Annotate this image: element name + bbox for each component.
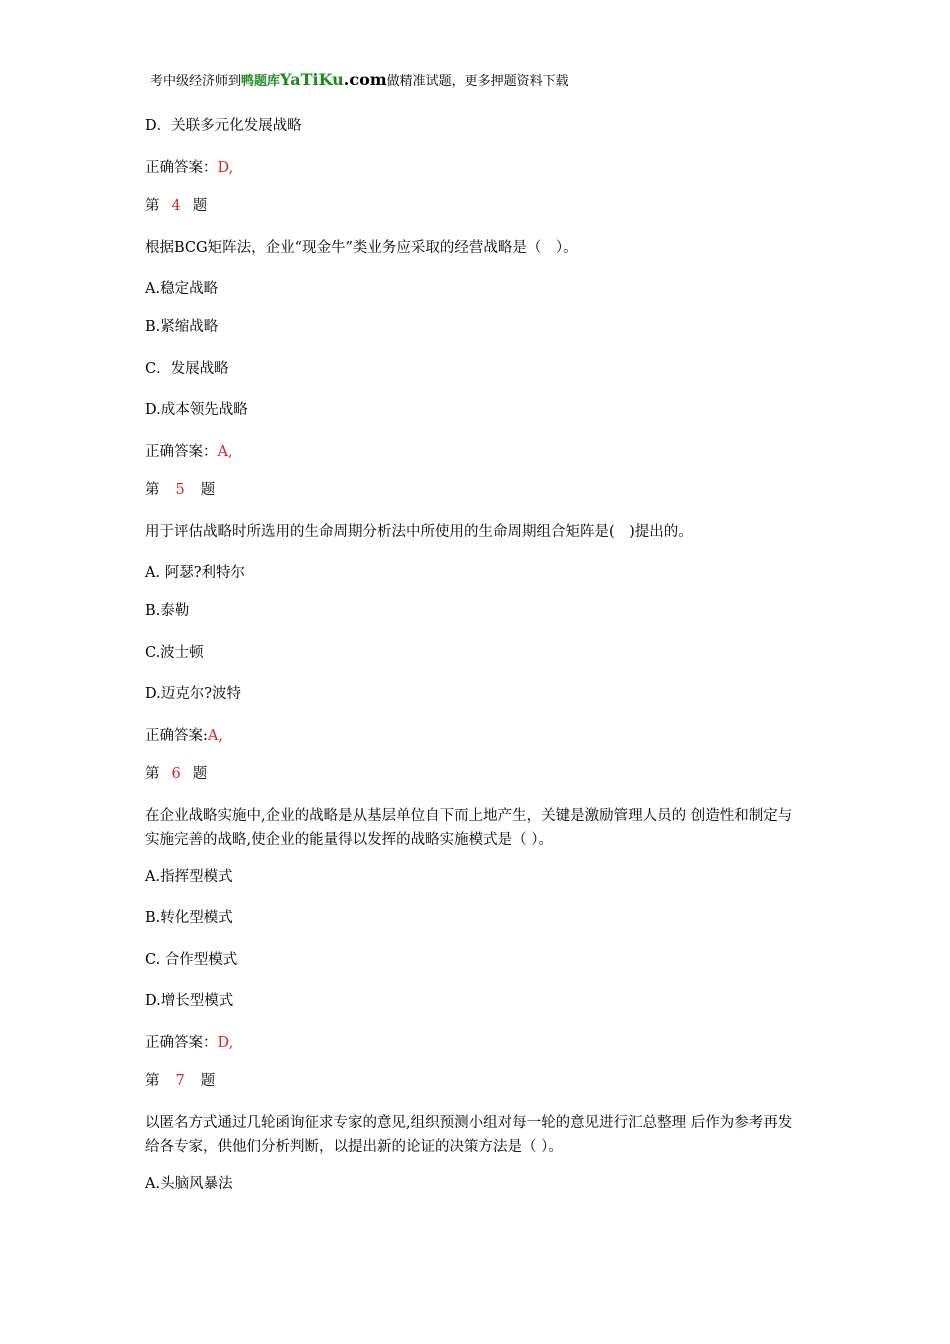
- q6-answer-label: 正确答案：: [145, 1035, 218, 1051]
- q5-option-a: A. 阿瑟?利特尔: [145, 565, 245, 581]
- site-banner: [150, 70, 569, 92]
- q4-answer: [145, 442, 233, 462]
- q4-title-pre: 第: [145, 198, 160, 214]
- q6-title-post: 题: [192, 766, 208, 782]
- banner-brand-en[interactable]: YaTiKu: [280, 70, 344, 89]
- q5-option-c: C.波士顿: [145, 645, 204, 661]
- q4-question: 根据BCG矩阵法，企业“现金牛”类业务应采取的经营战略是（ ）。: [145, 240, 578, 256]
- q5-question: 用于评估战略时所选用的生命周期分析法中所使用的生命周期组合矩阵是( )提出的。: [145, 524, 693, 540]
- q6-title-pre: 第: [145, 766, 160, 782]
- q3-answer-label: 正确答案：: [145, 160, 218, 176]
- q7-question: 以匿名方式通过几轮函询征求专家的意见,组织预测小组对每一轮的意见进行汇总整理 后作为参考再发给各专家，供他们分析判断，以提出新的论证的决策方法是（ ）。: [145, 1115, 793, 1155]
- q6-option-b: B.转化型模式: [145, 910, 233, 926]
- q4-title: [145, 196, 207, 216]
- banner-brand-cn[interactable]: 鸭题库: [241, 74, 281, 89]
- q3-option-d: D．关联多元化发展战略: [145, 118, 302, 134]
- q3-answer-value: D,: [217, 160, 234, 176]
- q4-option-d: D.成本领先战略: [145, 402, 248, 418]
- q5-option-b: B.泰勒: [145, 603, 190, 619]
- q6-title: [145, 764, 207, 784]
- banner-brand-domain[interactable]: .com: [343, 70, 387, 89]
- q4-option-b: B.紧缩战略: [145, 319, 219, 335]
- q5-title-post: 题: [200, 482, 216, 498]
- q6-answer: [145, 1033, 233, 1053]
- q7-option-a: A.头脑风暴法: [145, 1176, 233, 1192]
- q4-option-a: A.稳定战略: [145, 281, 219, 297]
- q6-option-d: D.增长型模式: [145, 993, 234, 1009]
- q7-title-number: 7: [175, 1073, 185, 1089]
- q6-answer-value: D,: [217, 1035, 234, 1051]
- q4-option-c: C．发展战略: [145, 361, 229, 377]
- q4-answer-label: 正确答案：: [145, 444, 218, 460]
- q5-answer-value: A,: [207, 728, 223, 744]
- q5-answer-label: 正确答案:: [145, 728, 208, 744]
- q6-title-number: 6: [171, 766, 181, 782]
- q7-title-post: 题: [200, 1073, 216, 1089]
- q5-answer: [145, 726, 223, 746]
- q6-question: 在企业战略实施中,企业的战略是从基层单位自下而上地产生，关键是激励管理人员的 创造性和制定与实施完善的战略,使企业的能量得以发挥的战略实施模式是（ ）。: [145, 808, 793, 848]
- q6-option-c: C. 合作型模式: [145, 952, 238, 968]
- banner-suffix: 做精准试题，更多押题资料下载: [386, 74, 569, 89]
- q5-title-pre: 第: [145, 482, 160, 498]
- q7-title-pre: 第: [145, 1073, 160, 1089]
- q7-title: [145, 1071, 215, 1091]
- q3-answer: [145, 158, 233, 178]
- q5-option-d: D.迈克尔?波特: [145, 686, 241, 702]
- q4-answer-value: A,: [217, 444, 233, 460]
- q4-title-post: 题: [192, 198, 208, 214]
- q5-title-number: 5: [175, 482, 185, 498]
- banner-prefix: 考中级经济师到: [150, 74, 242, 89]
- q4-title-number: 4: [171, 198, 181, 214]
- q6-option-a: A.指挥型模式: [145, 869, 233, 885]
- q5-title: [145, 480, 215, 500]
